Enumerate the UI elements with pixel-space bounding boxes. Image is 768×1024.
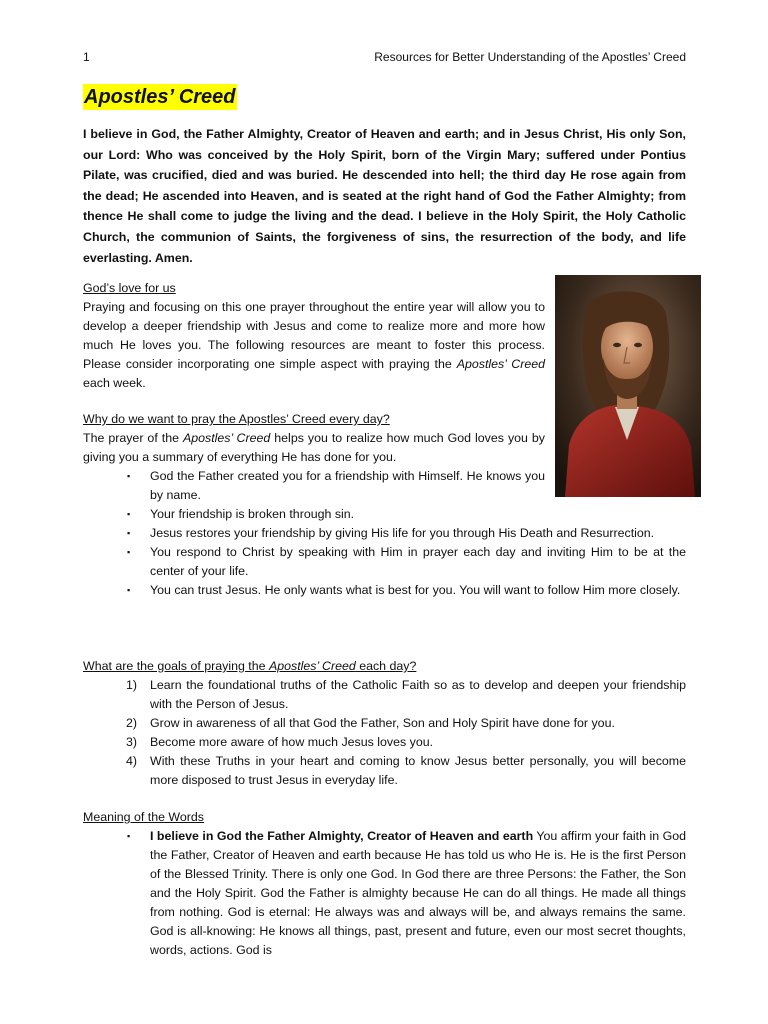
- list-item: [83, 714, 686, 733]
- list-item-text: Learn the foundational truths of the Catholic Faith so as to develop and deepen your friendship with the Person of Jesus.: [150, 678, 686, 711]
- list-item-text: You can trust Jesus. He only wants what is best for you. You will want to follow Him more closely.: [150, 583, 681, 597]
- heading-emphasis: Apostles’ Creed: [268, 659, 356, 673]
- section-gods-love: [83, 279, 545, 393]
- list-item-text: God the Father created you for a friendship with Himself. He knows you by name.: [150, 469, 545, 502]
- list-item: [83, 676, 686, 714]
- section-heading: Why do we want to pray the Apostles’ Creed every day?: [83, 412, 390, 426]
- heading-text: What are the goals of praying the: [83, 659, 269, 673]
- section-body: [83, 298, 545, 393]
- list-item: [83, 581, 686, 600]
- list-number: 4): [126, 754, 138, 768]
- meaning-bullet-list: [83, 827, 686, 960]
- document-title: Apostles’ Creed: [84, 86, 236, 108]
- bullet-marker: ▪: [127, 509, 131, 519]
- section-meaning: [83, 808, 686, 960]
- bullet-marker: ▪: [127, 585, 131, 595]
- list-item-text: Jesus restores your friendship by giving His life for you through His Death and Resurrection.: [150, 526, 655, 540]
- list-item-text: Your friendship is broken through sin.: [150, 507, 355, 521]
- body-text: each week.: [83, 376, 146, 390]
- bullet-marker: ▪: [127, 547, 131, 557]
- body-text: helps you to realize how much God loves you by giving you a summary of everything He has done for you.: [83, 431, 545, 464]
- body-text: Praying and focusing on this one prayer throughout the entire year will allow you to develop a deeper friendship with Jesus and come to realize more and more how much He loves you. The following resources are meant to foster this process. Please consider incorporating one simple aspect with praying the: [83, 300, 545, 371]
- page-header: [83, 48, 686, 66]
- list-item: [83, 505, 686, 524]
- list-item: [83, 752, 686, 790]
- body-text: The prayer of the: [83, 431, 183, 445]
- list-number: 1): [126, 678, 138, 692]
- section-goals: [83, 657, 686, 790]
- list-item-lead: I believe in God the Father Almighty, Creator of Heaven and earth: [150, 829, 534, 843]
- goals-numbered-list: [83, 676, 686, 790]
- running-title: Resources for Better Understanding of the Apostles’ Creed: [374, 50, 686, 64]
- creed-text: I believe in God, the Father Almighty, Creator of Heaven and earth; and in Jesus Christ, His only Son, our Lord: Who was conceived by the Holy Spirit, born of the Virgin Mary; suffered under Pontius Pilate, was crucified, died and was buried. He descended into hell; the third day He rose again from the dead; He ascended into Heaven, and is seated at the right hand of God the Father Almighty; from thence He shall come to judge the living and the dead. I believe in the Holy Spirit, the Holy Catholic Church, the communion of Saints, the forgiveness of sins, the resurrection of the body, and life everlasting. Amen.: [83, 127, 686, 265]
- jesus-portrait-image: [555, 275, 701, 497]
- heading-text: each day?: [355, 659, 417, 673]
- list-item: [83, 524, 686, 543]
- section-heading: Meaning of the Words: [83, 810, 204, 824]
- list-item-text: You respond to Christ by speaking with Him in prayer each day and inviting Him to be at the center of your life.: [150, 545, 686, 578]
- bullet-marker: ▪: [127, 528, 131, 538]
- list-item: [83, 827, 686, 960]
- section-intro: [83, 429, 545, 467]
- bullet-marker: ▪: [127, 471, 131, 481]
- list-number: 3): [126, 735, 138, 749]
- list-item-text: You affirm your faith in God the Father, Creator of Heaven and earth because He has told us who He is. He is the first Person of the Blessed Trinity. There is only one God. In God there are three Persons: the Father, the Son and the Holy Spirit. God the Father is almighty because He can do all things. He made all things from nothing. God is eternal: He always was and always will be, and always remains the same. God is all-knowing: He knows all things, past, present and future, even our most secret thoughts, words, actions. God is: [150, 829, 686, 957]
- body-emphasis: Apostles’ Creed: [182, 431, 271, 445]
- section-heading: [83, 657, 686, 676]
- bullet-marker: ▪: [127, 831, 131, 841]
- list-item: [83, 733, 686, 752]
- list-number: 2): [126, 716, 138, 730]
- list-item: [83, 543, 686, 581]
- list-item-text: Become more aware of how much Jesus loves you.: [150, 735, 434, 749]
- section-heading: God’s love for us: [83, 281, 176, 295]
- body-emphasis: Apostles’ Creed: [456, 357, 545, 371]
- list-item-text: With these Truths in your heart and coming to know Jesus better personally, you will become more disposed to trust Jesus in everyday life.: [150, 754, 686, 787]
- page-number: 1: [83, 50, 90, 64]
- list-item-text: Grow in awareness of all that God the Father, Son and Holy Spirit have done for you.: [150, 716, 615, 730]
